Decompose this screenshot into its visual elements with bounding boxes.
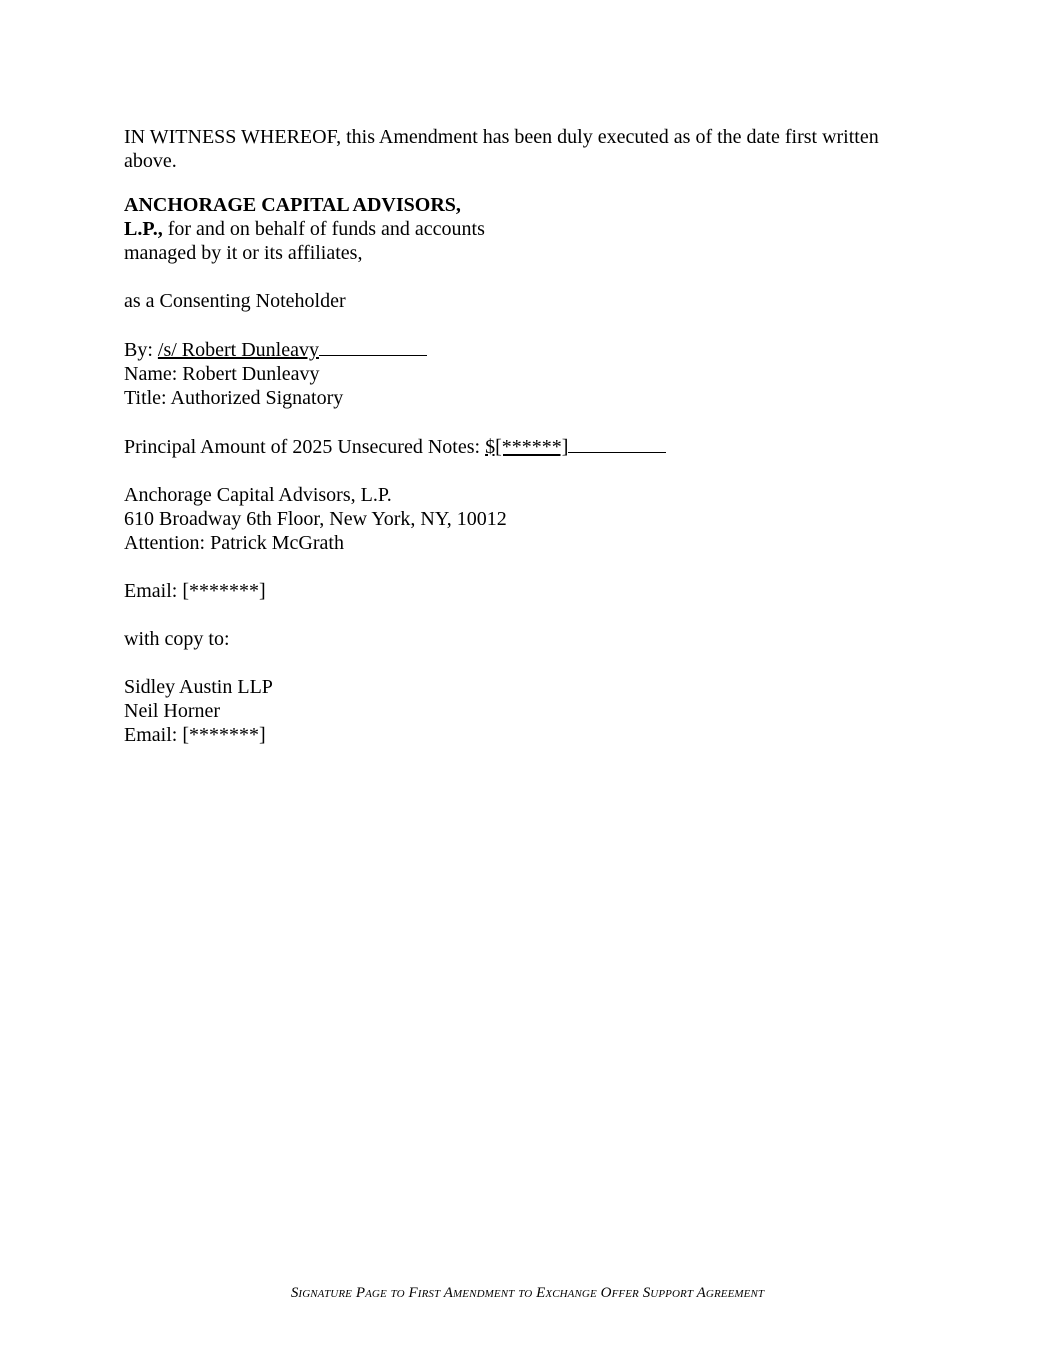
spacer xyxy=(124,651,924,675)
address-line-1: Anchorage Capital Advisors, L.P. xyxy=(124,484,392,506)
page-footer: Signature Page to First Amendment to Exchange Offer Support Agreement xyxy=(290,1285,765,1301)
copy-to-label: with copy to: xyxy=(124,628,230,650)
party-behalf-line-2: managed by it or its affiliates, xyxy=(124,242,363,264)
spacer xyxy=(124,313,924,337)
signature-by-value: /s/ Robert Dunleavy xyxy=(157,339,319,361)
email-line: Email: [*******] xyxy=(124,580,266,602)
spacer xyxy=(124,603,924,627)
copy-line-2: Neil Horner xyxy=(124,700,221,722)
signature-blank-line xyxy=(319,337,427,356)
principal-blank-line xyxy=(568,434,666,453)
party-capacity: as a Consenting Noteholder xyxy=(124,290,346,312)
address-line-2: 610 Broadway 6th Floor, New York, NY, 10012 xyxy=(124,508,507,530)
address-line-3: Attention: Patrick McGrath xyxy=(124,532,344,554)
party-behalf-text: for and on behalf of funds and accounts xyxy=(162,218,485,240)
signature-title-line: Title: Authorized Signatory xyxy=(124,387,344,409)
signature-name-line: Name: Robert Dunleavy xyxy=(124,363,320,385)
document-body xyxy=(124,125,924,747)
party-name-line-1 xyxy=(124,193,924,217)
signature-by-label: By: xyxy=(124,339,158,361)
principal-value: $[******] xyxy=(485,436,569,458)
principal-label: Principal Amount of 2025 Unsecured Notes: xyxy=(124,436,486,458)
copy-line-3: Email: [*******] xyxy=(124,724,266,746)
spacer xyxy=(124,265,924,289)
spacer xyxy=(124,555,924,579)
witness-paragraph: IN WITNESS WHEREOF, this Amendment has been duly executed as of the date first written above. xyxy=(124,126,879,172)
party-name-bold-1: ANCHORAGE CAPITAL ADVISORS, xyxy=(124,194,461,216)
spacer xyxy=(124,410,924,434)
spacer xyxy=(124,459,924,483)
signature-by-line xyxy=(124,337,924,362)
party-name-bold-2: L.P., xyxy=(124,218,163,240)
copy-line-1: Sidley Austin LLP xyxy=(124,676,273,698)
party-name-line-2 xyxy=(124,217,924,241)
principal-line xyxy=(124,434,924,459)
